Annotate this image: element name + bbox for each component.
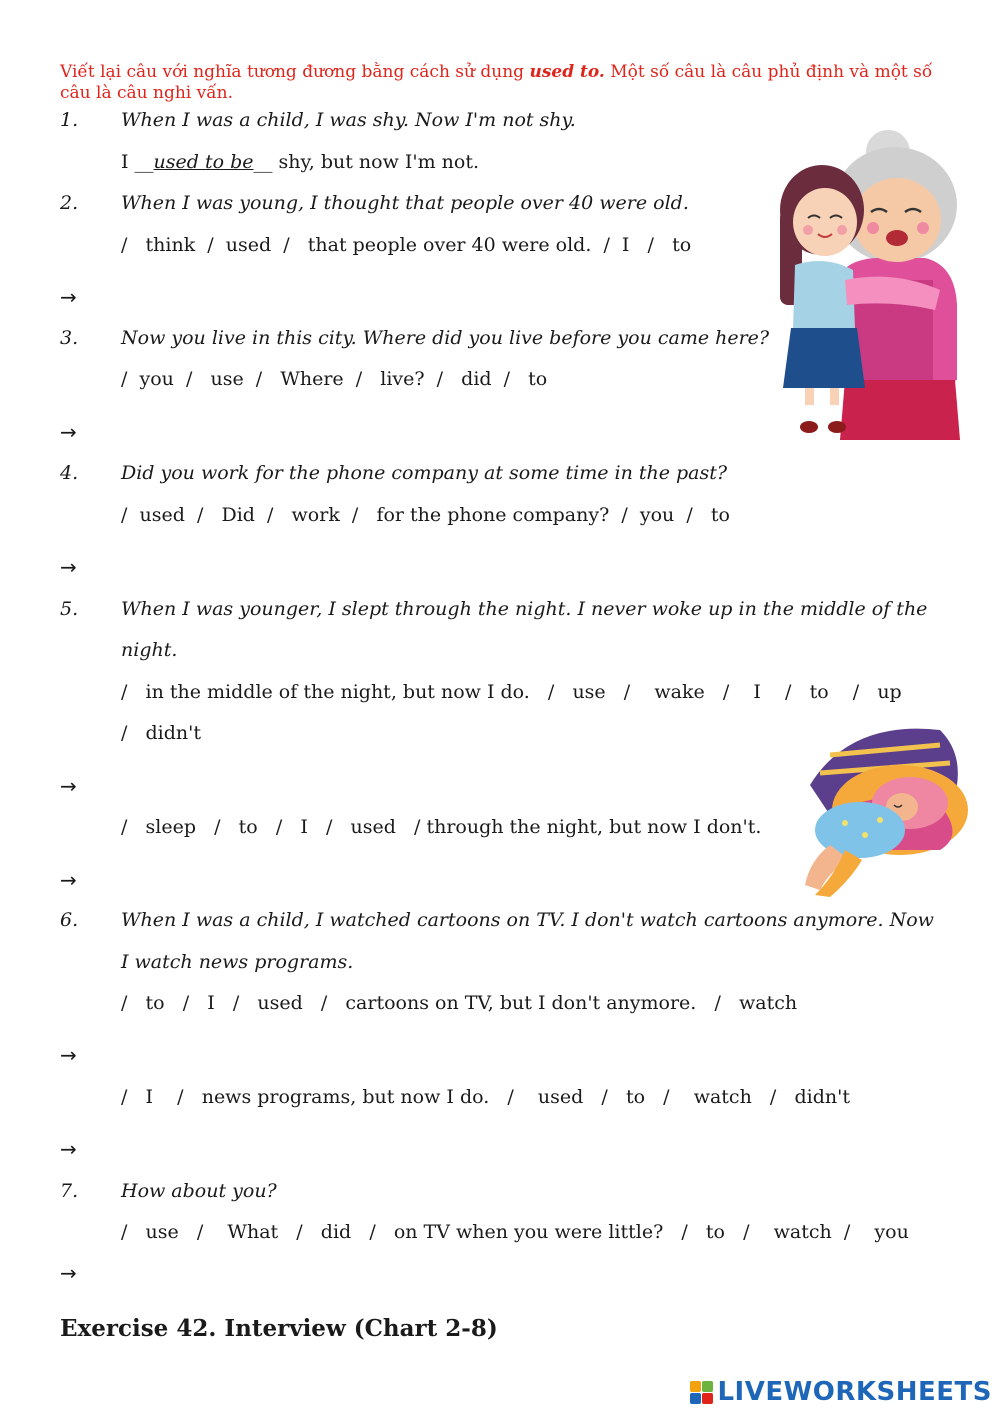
item-7-number: 7. <box>60 1180 79 1202</box>
item-1-example-answer: used to be <box>153 151 254 173</box>
item-3-number: 3. <box>60 327 79 349</box>
item-6-number: 6. <box>60 909 79 931</box>
item-4-words: / used / Did / work / for the phone company? / you / to <box>121 504 730 526</box>
item-5-words-b: / sleep / to / I / used / through the night, but now I don't. <box>121 816 762 838</box>
item-4-question: Did you work for the phone company at some time in the past? <box>121 462 728 484</box>
item-7-words: / use / What / did / on TV when you were little? / to / watch / you <box>121 1221 909 1243</box>
item-1-example-prefix: I __ <box>121 151 154 173</box>
answer-arrow-icon: → <box>60 420 77 444</box>
logo-text: LIVEWORKSHEETS <box>717 1377 992 1407</box>
answer-arrow-icon: → <box>60 285 77 309</box>
item-3-question: Now you live in this city. Where did you live before you came here? <box>121 327 770 349</box>
instruction-text <box>60 62 940 104</box>
answer-arrow-icon: → <box>60 1261 77 1285</box>
item-3-words: / you / use / Where / live? / did / to <box>121 368 548 390</box>
item-2-number: 2. <box>60 192 79 214</box>
item-6-question-line1: When I was a child, I watched cartoons on TV. I don't watch cartoons anymore. Now <box>121 909 934 931</box>
instruction-part1: Viết lại câu với nghĩa tương đương bằng cách sử dụng <box>60 62 530 82</box>
instruction-emphasis: used to. <box>529 62 605 82</box>
item-1-example <box>121 151 479 173</box>
sleeping-girl-illustration <box>790 725 970 900</box>
answer-arrow-icon: → <box>60 555 77 579</box>
answer-arrow-icon: → <box>60 774 77 798</box>
item-6-question-line2: I watch news programs. <box>121 951 354 973</box>
next-exercise-heading: Exercise 42. Interview (Chart 2-8) <box>60 1315 498 1342</box>
answer-arrow-icon: → <box>60 1137 77 1161</box>
answer-arrow-icon: → <box>60 1043 77 1067</box>
item-7-question: How about you? <box>121 1180 277 1202</box>
item-4-number: 4. <box>60 462 79 484</box>
item-5-number: 5. <box>60 598 79 620</box>
item-5-words-a-line1: / in the middle of the night, but now I do. / use / wake / I / to / up <box>121 681 902 703</box>
item-6-words-b: / I / news programs, but now I do. / used / to / watch / didn't <box>121 1086 850 1108</box>
item-1-number: 1. <box>60 109 79 131</box>
item-1-question: When I was a child, I was shy. Now I'm not shy. <box>121 109 576 131</box>
item-6-words-a: / to / I / used / cartoons on TV, but I don't anymore. / watch <box>121 992 798 1014</box>
answer-arrow-icon: → <box>60 868 77 892</box>
logo-grid-icon <box>690 1381 713 1404</box>
item-5-question-line1: When I was younger, I slept through the night. I never woke up in the middle of the <box>121 598 928 620</box>
item-1-example-suffix: __ shy, but now I'm not. <box>253 151 480 173</box>
liveworksheets-logo <box>690 1377 992 1407</box>
grandmother-girl-illustration <box>775 130 965 445</box>
item-2-words: / think / used / that people over 40 were old. / I / to <box>121 234 692 256</box>
instruction-part2: Một số câu là câu phủ định và một số câu là câu nghi vấn. <box>60 62 933 103</box>
item-5-question-line2: night. <box>121 639 178 661</box>
item-5-words-a-line2: / didn't <box>121 722 202 744</box>
item-2-question: When I was young, I thought that people over 40 were old. <box>121 192 689 214</box>
